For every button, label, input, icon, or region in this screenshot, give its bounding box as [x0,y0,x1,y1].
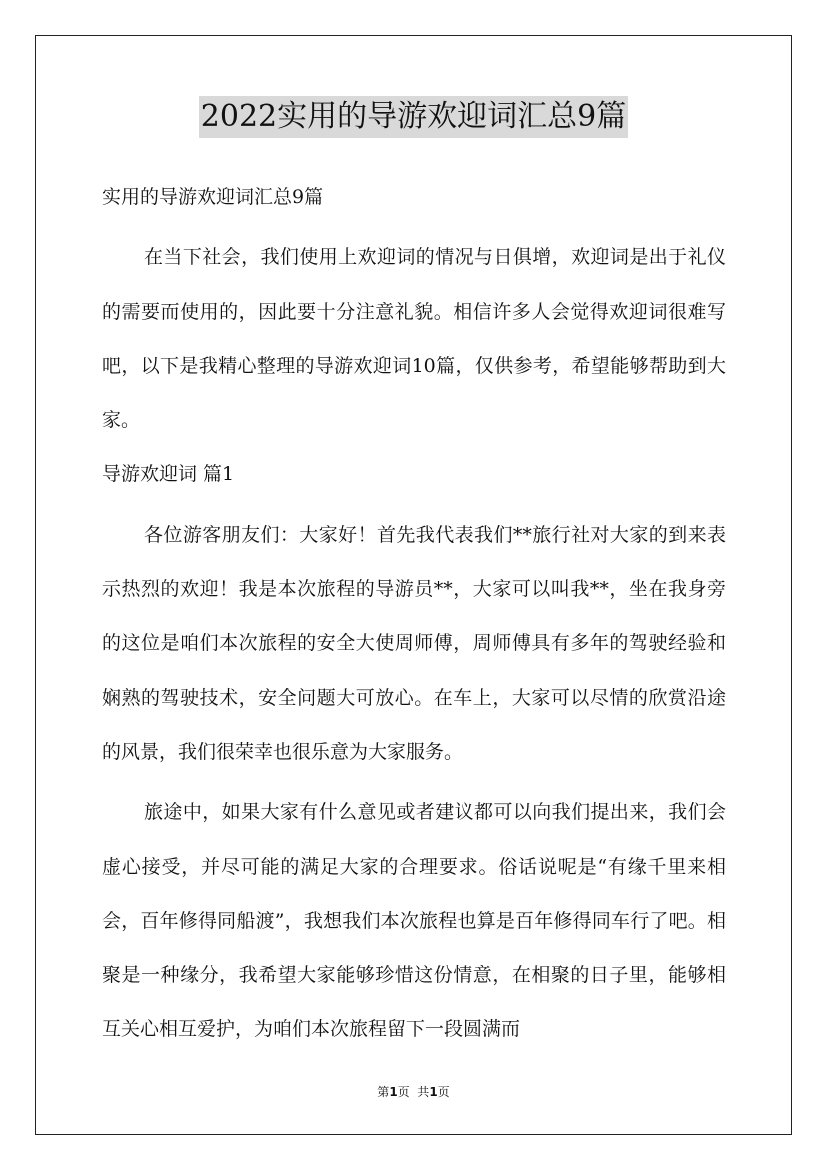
document-title: 2022实用的导游欢迎词汇总9篇 [199,96,628,138]
page-label-prefix: 第 [377,1085,390,1099]
subtitle-paragraph: 实用的导游欢迎词汇总9篇 [102,186,324,208]
page-footer [0,1083,827,1100]
title-container [0,96,827,138]
section-heading: 导游欢迎词 篇1 [102,463,235,486]
body-paragraph: 各位游客朋友们：大家好！首先我代表我们**旅行社对大家的到来表示热烈的欢迎！我是本次旅程的导游员**，大家可以叫我**，坐在我身旁的这位是咱们本次旅程的安全大使周师傅，周师傅具有多年的驾驶经验和娴熟的驾驶技术，安全问题大可放心。在车上，大家可以尽情的欣赏沿途的风景，我们很荣幸也很乐意为大家服务。 [102,523,726,763]
page-label-mid: 页 共 [397,1085,430,1099]
intro-paragraph: 在当下社会，我们使用上欢迎词的情况与日俱增，欢迎词是出于礼仪的需要而使用的，因此要十分注意礼貌。相信许多人会觉得欢迎词很难写吧，以下是我精心整理的导游欢迎词10篇，仅供参考，希望能够帮助到大家。 [102,246,726,432]
page-number: 1 [389,1085,398,1099]
total-pages: 1 [429,1085,438,1099]
body-paragraph: 旅途中，如果大家有什么意见或者建议都可以向我们提出来，我们会虚心接受，并尽可能的满足大家的合理要求。俗话说呢是“有缘千里来相会，百年修得同船渡”，我想我们本次旅程也算是百年修得同车行了吧。相聚是一种缘分，我希望大家能够珍惜这份情意，在相聚的日子里，能够相互关心相互爱护，为咱们本次旅程留下一段圆满而 [102,801,726,1041]
document-body [102,170,726,1057]
page-label-suffix: 页 [437,1085,450,1099]
